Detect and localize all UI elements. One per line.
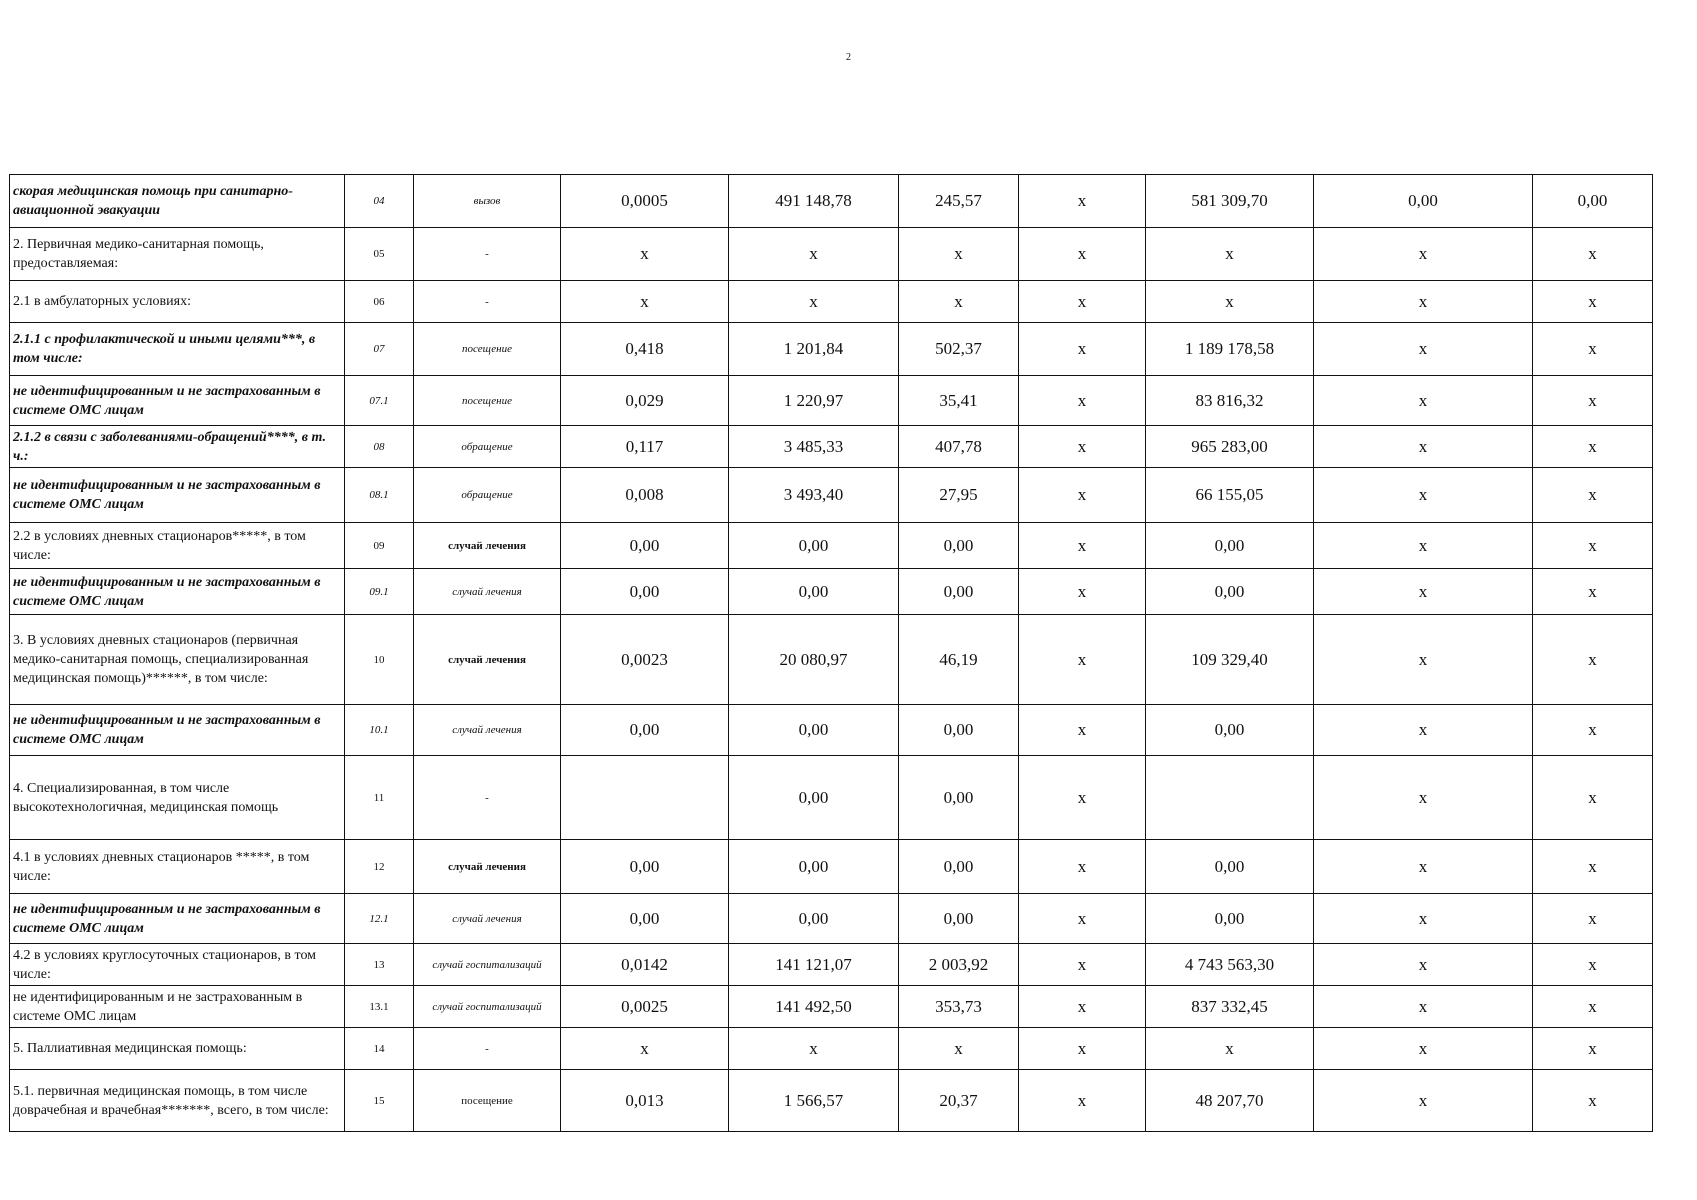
table-row: [10, 986, 1653, 1028]
row-name-cell: 3. В условиях дневных стационаров (первичная медико-санитарная помощь, специализированная медицинская помощь)******, в том числе:: [10, 615, 345, 705]
row-code-cell: 08: [345, 426, 414, 468]
value-cell-c3: 0,00: [899, 569, 1019, 615]
value-cell-c6: х: [1314, 523, 1533, 569]
row-name-cell: 5. Паллиативная медицинская помощь:: [10, 1028, 345, 1070]
table-body: [10, 175, 1653, 1132]
value-cell-c5: [1146, 756, 1314, 840]
value-cell-c4: х: [1019, 944, 1146, 986]
value-cell-c4: х: [1019, 705, 1146, 756]
unit-cell: вызов: [414, 175, 561, 228]
table-row: [10, 281, 1653, 323]
value-cell-c4: х: [1019, 569, 1146, 615]
value-cell-c6: х: [1314, 468, 1533, 523]
row-code-cell: 08.1: [345, 468, 414, 523]
row-code-cell: 11: [345, 756, 414, 840]
value-cell-c2: 1 220,97: [729, 376, 899, 426]
value-cell-c6: х: [1314, 615, 1533, 705]
value-cell-c5: 4 743 563,30: [1146, 944, 1314, 986]
value-cell-c4: х: [1019, 376, 1146, 426]
value-cell-c1: 0,0142: [561, 944, 729, 986]
value-cell-c7: х: [1533, 376, 1653, 426]
row-code-cell: 14: [345, 1028, 414, 1070]
value-cell-c2: х: [729, 1028, 899, 1070]
value-cell-c7: х: [1533, 615, 1653, 705]
unit-cell: случай госпитализаций: [414, 944, 561, 986]
value-cell-c1: 0,008: [561, 468, 729, 523]
row-code-cell: 09.1: [345, 569, 414, 615]
value-cell-c1: 0,00: [561, 840, 729, 894]
value-cell-c6: х: [1314, 376, 1533, 426]
unit-cell: -: [414, 756, 561, 840]
data-table: [9, 174, 1653, 1132]
value-cell-c6: х: [1314, 228, 1533, 281]
value-cell-c6: х: [1314, 705, 1533, 756]
value-cell-c1: 0,029: [561, 376, 729, 426]
value-cell-c3: х: [899, 1028, 1019, 1070]
row-code-cell: 13.1: [345, 986, 414, 1028]
value-cell-c7: х: [1533, 894, 1653, 944]
value-cell-c5: 0,00: [1146, 569, 1314, 615]
row-name-cell: 2.1 в амбулаторных условиях:: [10, 281, 345, 323]
value-cell-c5: 965 283,00: [1146, 426, 1314, 468]
unit-cell: случай лечения: [414, 523, 561, 569]
value-cell-c4: х: [1019, 323, 1146, 376]
value-cell-c4: х: [1019, 1028, 1146, 1070]
value-cell-c3: 353,73: [899, 986, 1019, 1028]
table-row: [10, 1028, 1653, 1070]
table-row: [10, 175, 1653, 228]
value-cell-c3: 46,19: [899, 615, 1019, 705]
value-cell-c3: 27,95: [899, 468, 1019, 523]
value-cell-c6: х: [1314, 986, 1533, 1028]
unit-cell: посещение: [414, 323, 561, 376]
row-code-cell: 12: [345, 840, 414, 894]
value-cell-c6: 0,00: [1314, 175, 1533, 228]
unit-cell: -: [414, 228, 561, 281]
value-cell-c4: х: [1019, 1070, 1146, 1132]
row-code-cell: 04: [345, 175, 414, 228]
value-cell-c4: х: [1019, 468, 1146, 523]
value-cell-c5: 109 329,40: [1146, 615, 1314, 705]
table-row: [10, 615, 1653, 705]
value-cell-c4: х: [1019, 281, 1146, 323]
row-name-cell: 2. Первичная медико-санитарная помощь, предоставляемая:: [10, 228, 345, 281]
row-code-cell: 07.1: [345, 376, 414, 426]
value-cell-c5: 1 189 178,58: [1146, 323, 1314, 376]
row-code-cell: 10.1: [345, 705, 414, 756]
row-code-cell: 13: [345, 944, 414, 986]
unit-cell: посещение: [414, 1070, 561, 1132]
unit-cell: случай лечения: [414, 569, 561, 615]
value-cell-c4: х: [1019, 986, 1146, 1028]
value-cell-c7: х: [1533, 944, 1653, 986]
value-cell-c3: 0,00: [899, 756, 1019, 840]
value-cell-c4: х: [1019, 615, 1146, 705]
value-cell-c2: 1 201,84: [729, 323, 899, 376]
value-cell-c2: 3 493,40: [729, 468, 899, 523]
value-cell-c5: х: [1146, 281, 1314, 323]
unit-cell: -: [414, 1028, 561, 1070]
value-cell-c1: х: [561, 1028, 729, 1070]
value-cell-c4: х: [1019, 840, 1146, 894]
row-name-cell: не идентифицированным и не застрахованным в системе ОМС лицам: [10, 894, 345, 944]
table-row: [10, 1070, 1653, 1132]
row-name-cell: не идентифицированным и не застрахованным в системе ОМС лицам: [10, 376, 345, 426]
unit-cell: обращение: [414, 426, 561, 468]
row-code-cell: 09: [345, 523, 414, 569]
value-cell-c2: 0,00: [729, 569, 899, 615]
value-cell-c3: х: [899, 228, 1019, 281]
row-code-cell: 12.1: [345, 894, 414, 944]
value-cell-c4: х: [1019, 756, 1146, 840]
value-cell-c5: 66 155,05: [1146, 468, 1314, 523]
row-code-cell: 10: [345, 615, 414, 705]
value-cell-c6: х: [1314, 1028, 1533, 1070]
value-cell-c5: 0,00: [1146, 894, 1314, 944]
value-cell-c7: х: [1533, 323, 1653, 376]
value-cell-c2: 1 566,57: [729, 1070, 899, 1132]
value-cell-c6: х: [1314, 323, 1533, 376]
value-cell-c4: х: [1019, 523, 1146, 569]
value-cell-c3: 502,37: [899, 323, 1019, 376]
table-row: [10, 756, 1653, 840]
value-cell-c7: 0,00: [1533, 175, 1653, 228]
value-cell-c7: х: [1533, 523, 1653, 569]
value-cell-c1: 0,013: [561, 1070, 729, 1132]
unit-cell: случай лечения: [414, 894, 561, 944]
row-name-cell: скорая медицинская помощь при санитарно-авиационной эвакуации: [10, 175, 345, 228]
value-cell-c2: 0,00: [729, 523, 899, 569]
row-name-cell: 2.1.2 в связи с заболеваниями-обращений****, в т. ч.:: [10, 426, 345, 468]
value-cell-c2: 491 148,78: [729, 175, 899, 228]
value-cell-c4: х: [1019, 228, 1146, 281]
value-cell-c2: 0,00: [729, 840, 899, 894]
value-cell-c1: 0,00: [561, 894, 729, 944]
table-row: [10, 569, 1653, 615]
row-name-cell: 2.2 в условиях дневных стационаров*****, в том числе:: [10, 523, 345, 569]
row-name-cell: не идентифицированным и не застрахованным в системе ОМС лицам: [10, 468, 345, 523]
unit-cell: случай лечения: [414, 615, 561, 705]
row-name-cell: 4.1 в условиях дневных стационаров *****, в том числе:: [10, 840, 345, 894]
value-cell-c2: 3 485,33: [729, 426, 899, 468]
table-row: [10, 840, 1653, 894]
value-cell-c5: 0,00: [1146, 840, 1314, 894]
value-cell-c7: х: [1533, 840, 1653, 894]
row-name-cell: не идентифицированным и не застрахованным в системе ОМС лицам: [10, 569, 345, 615]
table-row: [10, 523, 1653, 569]
value-cell-c6: х: [1314, 1070, 1533, 1132]
table-row: [10, 323, 1653, 376]
value-cell-c1: 0,00: [561, 705, 729, 756]
value-cell-c4: х: [1019, 175, 1146, 228]
table-row: [10, 426, 1653, 468]
value-cell-c2: х: [729, 228, 899, 281]
unit-cell: случай лечения: [414, 840, 561, 894]
value-cell-c3: 0,00: [899, 705, 1019, 756]
value-cell-c5: 0,00: [1146, 705, 1314, 756]
table-row: [10, 468, 1653, 523]
value-cell-c2: 141 492,50: [729, 986, 899, 1028]
row-name-cell: 5.1. первичная медицинская помощь, в том числе доврачебная и врачебная*******, всего, в том числе:: [10, 1070, 345, 1132]
value-cell-c1: 0,0005: [561, 175, 729, 228]
value-cell-c6: х: [1314, 426, 1533, 468]
value-cell-c6: х: [1314, 894, 1533, 944]
value-cell-c1: 0,117: [561, 426, 729, 468]
value-cell-c1: х: [561, 228, 729, 281]
value-cell-c3: 245,57: [899, 175, 1019, 228]
value-cell-c2: 0,00: [729, 894, 899, 944]
value-cell-c1: 0,00: [561, 569, 729, 615]
value-cell-c7: х: [1533, 426, 1653, 468]
value-cell-c3: 35,41: [899, 376, 1019, 426]
value-cell-c1: 0,0023: [561, 615, 729, 705]
value-cell-c2: 141 121,07: [729, 944, 899, 986]
value-cell-c1: [561, 756, 729, 840]
value-cell-c4: х: [1019, 426, 1146, 468]
value-cell-c3: 0,00: [899, 894, 1019, 944]
value-cell-c7: х: [1533, 569, 1653, 615]
value-cell-c4: х: [1019, 894, 1146, 944]
value-cell-c7: х: [1533, 705, 1653, 756]
row-name-cell: не идентифицированным и не застрахованным в системе ОМС лицам: [10, 986, 345, 1028]
value-cell-c3: 0,00: [899, 523, 1019, 569]
table-row: [10, 894, 1653, 944]
value-cell-c7: х: [1533, 1028, 1653, 1070]
row-name-cell: не идентифицированным и не застрахованным в системе ОМС лицам: [10, 705, 345, 756]
row-code-cell: 15: [345, 1070, 414, 1132]
value-cell-c2: х: [729, 281, 899, 323]
value-cell-c6: х: [1314, 569, 1533, 615]
unit-cell: -: [414, 281, 561, 323]
unit-cell: посещение: [414, 376, 561, 426]
table-row: [10, 944, 1653, 986]
value-cell-c7: х: [1533, 1070, 1653, 1132]
value-cell-c3: х: [899, 281, 1019, 323]
value-cell-c6: х: [1314, 840, 1533, 894]
value-cell-c7: х: [1533, 756, 1653, 840]
page-number: 2: [846, 52, 851, 63]
value-cell-c1: х: [561, 281, 729, 323]
value-cell-c6: х: [1314, 944, 1533, 986]
row-code-cell: 05: [345, 228, 414, 281]
value-cell-c5: 48 207,70: [1146, 1070, 1314, 1132]
value-cell-c5: х: [1146, 1028, 1314, 1070]
row-name-cell: 4.2 в условиях круглосуточных стационаров, в том числе:: [10, 944, 345, 986]
value-cell-c7: х: [1533, 281, 1653, 323]
table-row: [10, 376, 1653, 426]
value-cell-c5: 581 309,70: [1146, 175, 1314, 228]
unit-cell: обращение: [414, 468, 561, 523]
row-name-cell: 2.1.1 с профилактической и иными целями***, в том числе:: [10, 323, 345, 376]
row-code-cell: 06: [345, 281, 414, 323]
value-cell-c7: х: [1533, 986, 1653, 1028]
table-row: [10, 705, 1653, 756]
value-cell-c7: х: [1533, 228, 1653, 281]
value-cell-c5: 83 816,32: [1146, 376, 1314, 426]
value-cell-c3: 20,37: [899, 1070, 1019, 1132]
value-cell-c5: х: [1146, 228, 1314, 281]
row-name-cell: 4. Специализированная, в том числе высокотехнологичная, медицинская помощь: [10, 756, 345, 840]
value-cell-c6: х: [1314, 756, 1533, 840]
value-cell-c6: х: [1314, 281, 1533, 323]
value-cell-c1: 0,00: [561, 523, 729, 569]
value-cell-c5: 0,00: [1146, 523, 1314, 569]
value-cell-c1: 0,418: [561, 323, 729, 376]
unit-cell: случай госпитализаций: [414, 986, 561, 1028]
value-cell-c1: 0,0025: [561, 986, 729, 1028]
value-cell-c3: 2 003,92: [899, 944, 1019, 986]
table-row: [10, 228, 1653, 281]
value-cell-c2: 20 080,97: [729, 615, 899, 705]
row-code-cell: 07: [345, 323, 414, 376]
value-cell-c3: 407,78: [899, 426, 1019, 468]
unit-cell: случай лечения: [414, 705, 561, 756]
value-cell-c3: 0,00: [899, 840, 1019, 894]
value-cell-c7: х: [1533, 468, 1653, 523]
value-cell-c2: 0,00: [729, 756, 899, 840]
value-cell-c5: 837 332,45: [1146, 986, 1314, 1028]
value-cell-c2: 0,00: [729, 705, 899, 756]
